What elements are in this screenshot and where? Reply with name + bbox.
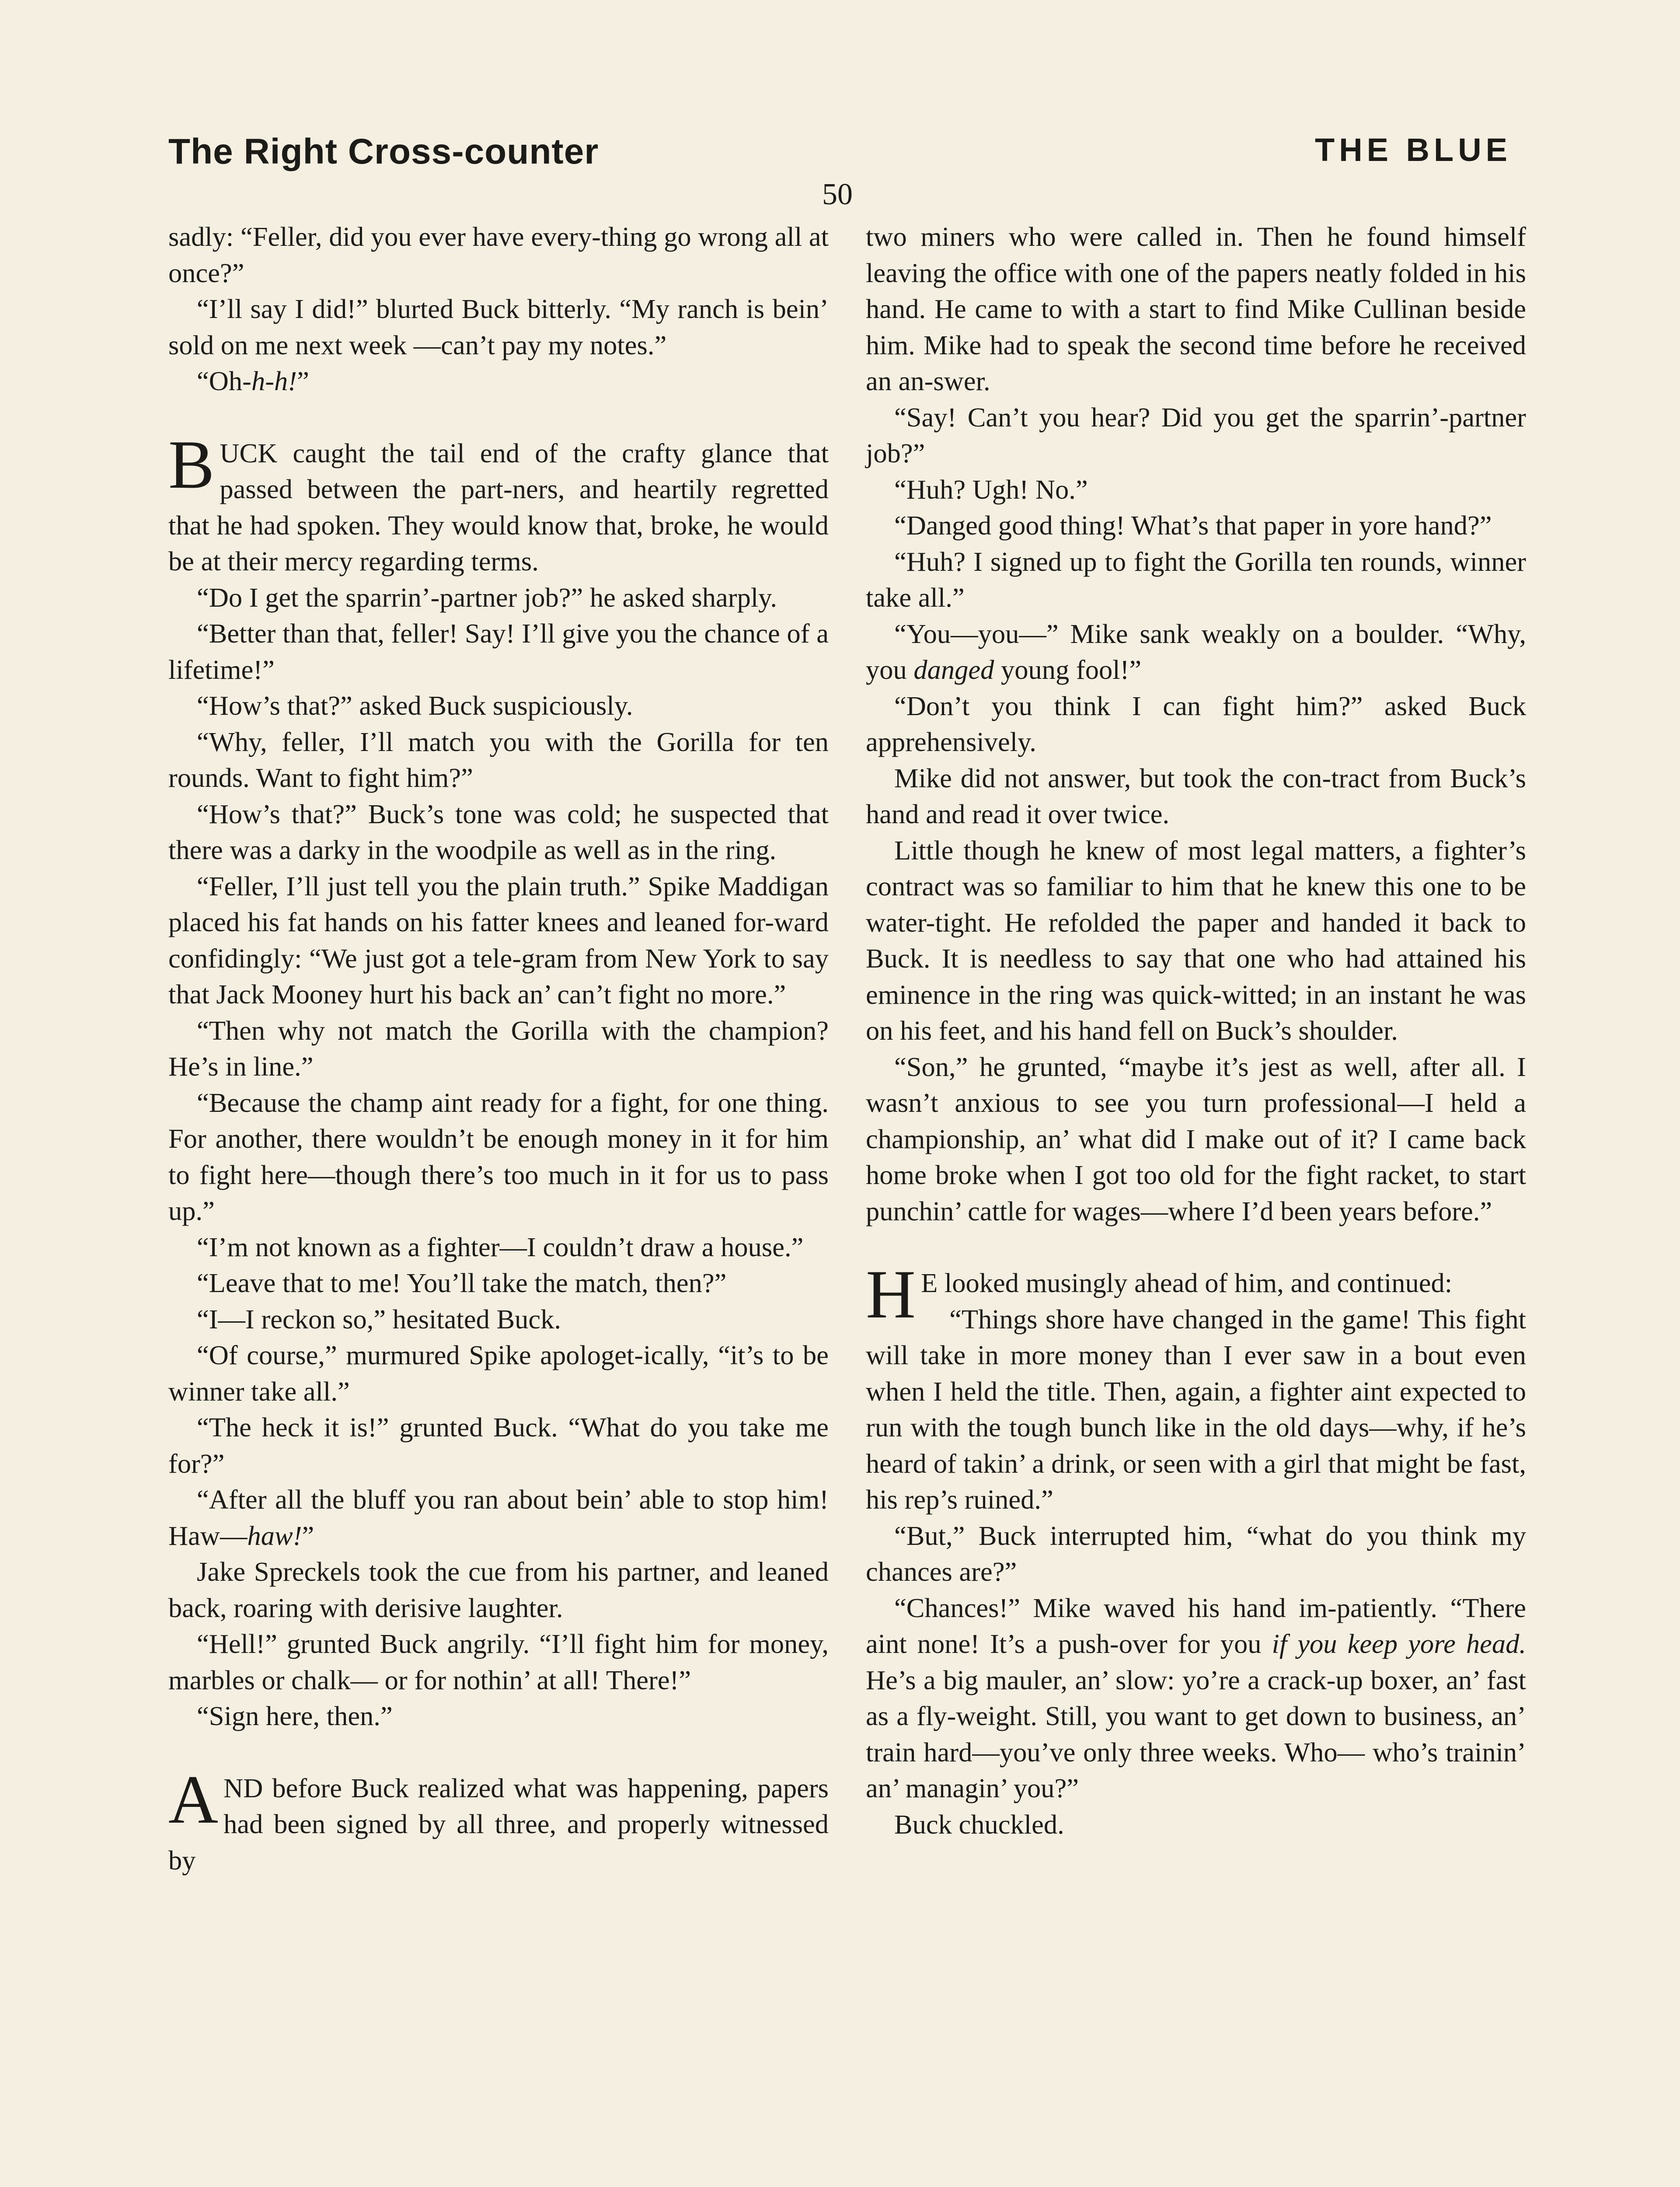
paragraph: “But,” Buck interrupted him, “what do you think my chances are?” — [866, 1520, 1526, 1587]
paragraph: “Feller, I’ll just tell you the plain truth.” Spike Maddigan placed his fat hands on his fatter knees and leaned for-ward confidingly: “We just got a tele-gram from New York to say that Jack Mooney hurt his back an’ can’t fight no more.” — [168, 870, 829, 1010]
drop-cap: A — [168, 1761, 219, 1838]
paragraph: “Do I get the sparrin’-partner job?” he asked sharply. — [197, 582, 777, 613]
paragraph: “How’s that?” asked Buck suspiciously. — [197, 690, 633, 721]
page-number: 50 — [822, 178, 853, 211]
paragraph: “I’ll say I did!” blurted Buck bitterly. “My ranch is bein’ sold on me next week —can’t pay my notes.” — [168, 293, 829, 360]
right-column — [866, 219, 1526, 1842]
paragraph: “Leave that to me! You’ll take the match, then?” — [197, 1268, 727, 1298]
paragraph: “Better than that, feller! Say! I’ll give you the chance of a lifetime!” — [168, 618, 829, 685]
paragraph: “I’m not known as a fighter—I couldn’t draw a house.” — [197, 1231, 804, 1262]
drop-cap: B — [168, 426, 215, 503]
paragraph: “Things shore have changed in the game! This fight will take in more money than I ever saw in a bout even when I held the title. Then, again, a fighter aint expected to run with the tough bunch like in the old days—why, if he’s heard of takin’ a drink, or seen with a girl that might be fast, his rep’s ruined.” — [866, 1303, 1526, 1515]
paragraph: “After all the bluff you ran about bein’ able to stop him! Haw—haw!” — [168, 1484, 829, 1551]
section-opening-paragraph: BUCK caught the tail end of the crafty glance that passed between the part-ners, and heartily regretted that he had spoken. They would know that, broke, he would be at their mercy regarding terms. — [168, 426, 829, 576]
paragraph: “The heck it is!” grunted Buck. “What do you take me for?” — [168, 1412, 829, 1479]
paragraph: “How’s that?” Buck’s tone was cold; he suspected that there was a darky in the woodpile as well as in the ring. — [168, 798, 829, 865]
paragraph: Buck chuckled. — [894, 1809, 1064, 1840]
paragraph: “Because the champ aint ready for a fight, for one thing. For another, there wouldn’t be enough money in it for him to fight here—though there’s too much in it for us to pass up.” — [168, 1087, 829, 1226]
paragraph: “Chances!” Mike waved his hand im-patiently. “There aint none! It’s a push-over for you if you keep yore head. He’s a big mauler, an’ slow: yo’re a crack-up boxer, an’ fast as a fly-weight. Still, you want to get down to business, an’ train hard—you’ve only three weeks. Who— who’s trainin’ an’ managin’ you?” — [866, 1592, 1526, 1803]
paragraph: “Huh? Ugh! No.” — [894, 474, 1088, 505]
paragraph: “Danged good thing! What’s that paper in yore hand?” — [894, 510, 1492, 541]
paragraph: “You—you—” Mike sank weakly on a boulder. “Why, you danged young fool!” — [866, 618, 1526, 685]
paragraph: “Then why not match the Gorilla with the champion? He’s in line.” — [168, 1015, 829, 1082]
section-opening-paragraph: AND before Buck realized what was happening, papers had been signed by all three, and properly witnessed by — [168, 1761, 829, 1876]
paragraph: two miners who were called in. Then he found himself leaving the office with one of the papers neatly folded in his hand. He came to with a start to find Mike Cullinan beside him. Mike had to speak the second time before he received an an-swer. — [866, 221, 1526, 396]
magazine-title: THE BLUE — [1315, 132, 1512, 168]
paragraph: “Hell!” grunted Buck angrily. “I’ll fight him for money, marbles or chalk— or for nothin’ at all! There!” — [168, 1628, 829, 1695]
paragraph: “Huh? I signed up to fight the Gorilla ten rounds, winner take all.” — [866, 546, 1526, 613]
paragraph: “Oh-h-h!” — [197, 366, 309, 396]
paragraph: sadly: “Feller, did you ever have every-thing go wrong all at once?” — [168, 221, 829, 288]
paragraph: “Son,” he grunted, “maybe it’s jest as well, after all. I wasn’t anxious to see you turn professional—I held a championship, an’ what did I make out of it? I came back home broke when I got too old for the fight racket, to start punchin’ cattle for wages—where I’d been years before.” — [866, 1051, 1526, 1226]
paragraph: “Why, feller, I’ll match you with the Gorilla for ten rounds. Want to fight him?” — [168, 726, 829, 793]
story-title: The Right Cross-counter — [168, 132, 599, 171]
drop-cap: H — [866, 1256, 916, 1333]
section-opening-paragraph: H E looked musingly ahead of him, and continued: — [866, 1256, 1453, 1333]
paragraph: “Say! Can’t you hear? Did you get the sparrin’-partner job?” — [866, 402, 1526, 468]
paragraph: Mike did not answer, but took the con-tract from Buck’s hand and read it over twice. — [866, 762, 1526, 829]
paragraph: “Don’t you think I can fight him?” asked Buck apprehensively. — [866, 690, 1526, 757]
paragraph: Jake Spreckels took the cue from his partner, and leaned back, roaring with derisive laughter. — [168, 1556, 829, 1623]
paragraph: “I—I reckon so,” hesitated Buck. — [197, 1303, 561, 1335]
paragraph: “Of course,” murmured Spike apologet-ically, “it’s to be winner take all.” — [168, 1340, 829, 1407]
paragraph: Little though he knew of most legal matters, a fighter’s contract was so familiar to him that he knew this one to be water-tight. He refolded the paper and handed it back to Buck. It is needless to say that one who had attained his eminence in the ring was quick-witted; in an instant he was on his feet, and his hand fell on Buck’s shoulder. — [866, 835, 1526, 1046]
left-column — [168, 219, 829, 1878]
paragraph: “Sign here, then.” — [197, 1701, 393, 1731]
